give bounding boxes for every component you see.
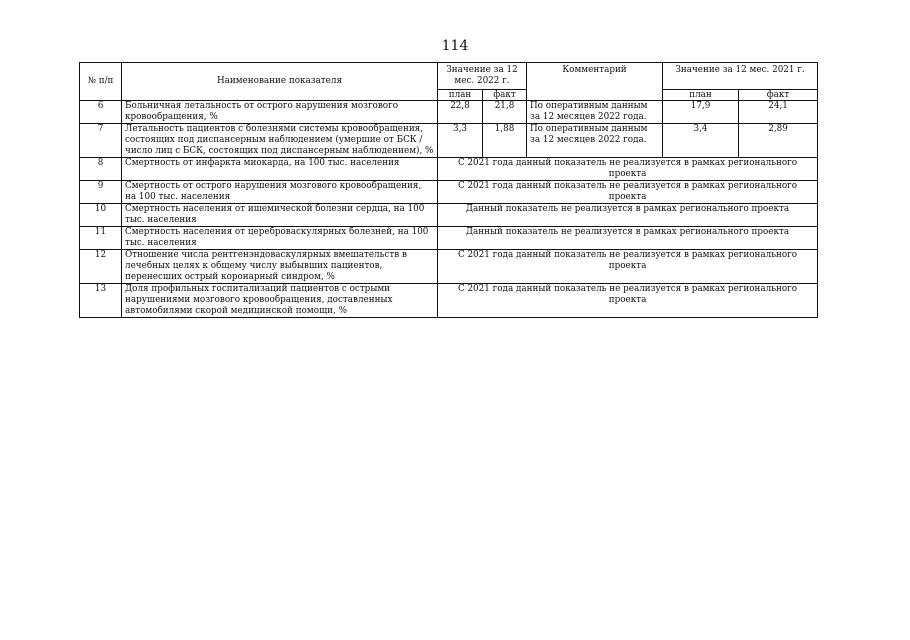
table-row xyxy=(80,284,818,318)
header-fact-2021: факт xyxy=(739,90,818,101)
header-num: № п/п xyxy=(80,63,122,101)
row-merged-note: Данный показатель не реализуется в рамках регионального проекта xyxy=(438,227,818,250)
row-plan-2021: 3,4 xyxy=(663,124,739,158)
row-num: 13 xyxy=(80,284,122,318)
row-num: 9 xyxy=(80,181,122,204)
header-plan-2021: план xyxy=(663,90,739,101)
row-comment: По оперативным данным за 12 месяцев 2022 года. xyxy=(527,124,663,158)
row-name: Доля профильных госпитализаций пациентов с острыми нарушениями мозгового кровообращения, доставленных автомобилями скорой медицинской помощи, % xyxy=(122,284,438,318)
table-row xyxy=(80,204,818,227)
row-num: 11 xyxy=(80,227,122,250)
table-row xyxy=(80,227,818,250)
header-value-2021: Значение за 12 мес. 2021 г. xyxy=(663,63,818,90)
row-name: Отношение числа рентгенэндоваскулярных вмешательств в лечебных целях к общему числу выбывших пациентов, перенесших острый коронарный синдром, % xyxy=(122,250,438,284)
row-name: Летальность пациентов с болезнями системы кровообращения, состоящих под диспансерным наблюдением (умершие от БСК / число лиц с БСК, состоящих под диспансерным наблюдением), % xyxy=(122,124,438,158)
row-fact-2021: 24,1 xyxy=(739,101,818,124)
row-merged-note: С 2021 года данный показатель не реализуется в рамках регионального проекта xyxy=(438,181,818,204)
table-row xyxy=(80,250,818,284)
header-fact-2022: факт xyxy=(483,90,527,101)
row-fact-2022: 1,88 xyxy=(483,124,527,158)
row-merged-note: С 2021 года данный показатель не реализуется в рамках регионального проекта xyxy=(438,158,818,181)
row-merged-note: Данный показатель не реализуется в рамках регионального проекта xyxy=(438,204,818,227)
row-num: 6 xyxy=(80,101,122,124)
table-row xyxy=(80,181,818,204)
header-comment: Комментарий xyxy=(527,63,663,101)
header-name: Наименование показателя xyxy=(122,63,438,101)
row-merged-note: С 2021 года данный показатель не реализуется в рамках регионального проекта xyxy=(438,284,818,318)
row-plan-2022: 22,8 xyxy=(438,101,483,124)
row-plan-2022: 3,3 xyxy=(438,124,483,158)
row-comment: По оперативным данным за 12 месяцев 2022 года. xyxy=(527,101,663,124)
table-row xyxy=(80,158,818,181)
header-value-2022: Значение за 12 мес. 2022 г. xyxy=(438,63,527,90)
row-num: 7 xyxy=(80,124,122,158)
row-name: Смертность населения от цереброваскулярных болезней, на 100 тыс. населения xyxy=(122,227,438,250)
row-num: 10 xyxy=(80,204,122,227)
row-fact-2022: 21,8 xyxy=(483,101,527,124)
row-name: Смертность населения от ишемической болезни сердца, на 100 тыс. населения xyxy=(122,204,438,227)
header-plan-2022: план xyxy=(438,90,483,101)
row-num: 12 xyxy=(80,250,122,284)
page-number: 114 xyxy=(441,38,469,54)
row-name: Смертность от острого нарушения мозгового кровообращения, на 100 тыс. населения xyxy=(122,181,438,204)
header-row xyxy=(80,63,818,90)
row-num: 8 xyxy=(80,158,122,181)
table-row xyxy=(80,101,818,124)
row-merged-note: С 2021 года данный показатель не реализуется в рамках регионального проекта xyxy=(438,250,818,284)
row-name: Смертность от инфаркта миокарда, на 100 тыс. населения xyxy=(122,158,438,181)
row-plan-2021: 17,9 xyxy=(663,101,739,124)
indicators-table xyxy=(79,62,818,318)
row-name: Больничная летальность от острого нарушения мозгового кровообращения, % xyxy=(122,101,438,124)
table-row xyxy=(80,124,818,158)
row-fact-2021: 2,89 xyxy=(739,124,818,158)
